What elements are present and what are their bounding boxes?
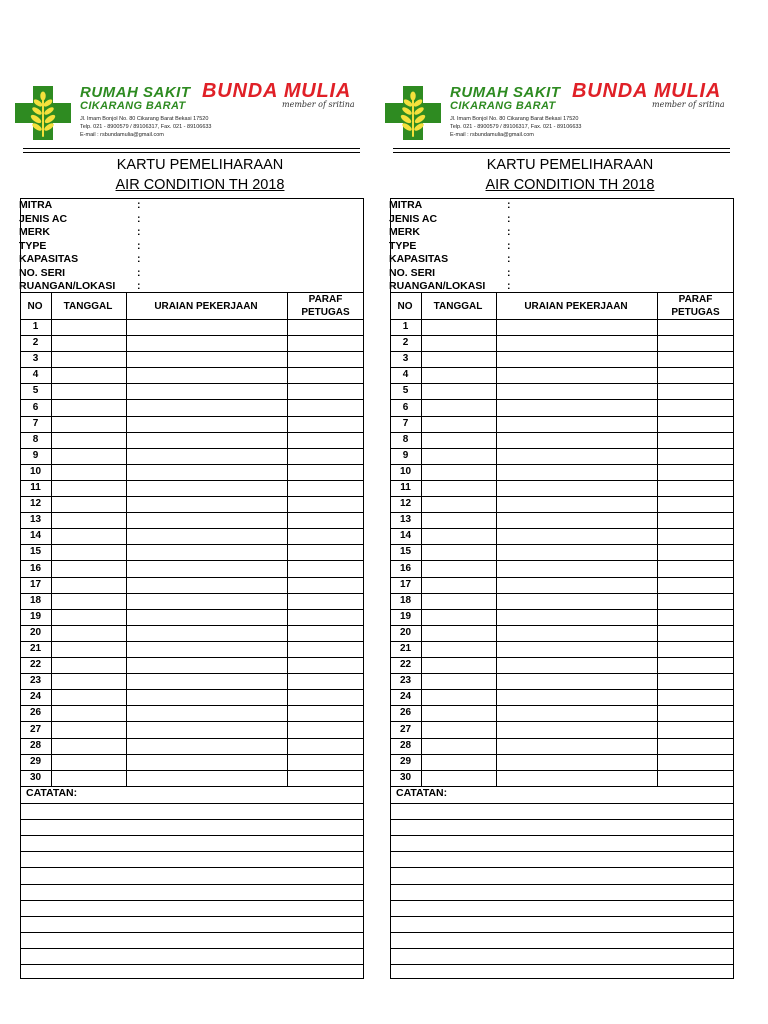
- table-row: [390, 352, 734, 368]
- table-row: [390, 497, 734, 513]
- table-row: [390, 578, 734, 594]
- note-line: [20, 819, 364, 820]
- row-number: 8: [32, 433, 39, 445]
- info-field-separator: :: [507, 212, 511, 225]
- row-number: 17: [29, 578, 42, 590]
- row-number: 2: [402, 337, 409, 349]
- table-row: [20, 642, 364, 658]
- hospital-address: Jl. Imam Bonjol No. 80 Cikarang Barat Bekasi 17520: [450, 116, 579, 122]
- row-number: 6: [402, 401, 409, 413]
- row-number: 28: [29, 739, 42, 751]
- note-line: [20, 835, 364, 836]
- note-line: [20, 900, 364, 901]
- info-field-label: TYPE: [19, 239, 47, 252]
- table-row: [20, 320, 364, 336]
- table-row: [390, 658, 734, 674]
- row-number: 13: [29, 514, 42, 526]
- row-number: 14: [29, 530, 42, 542]
- hospital-logo-icon: [15, 86, 71, 140]
- table-row: [390, 626, 734, 642]
- hospital-name-line1: RUMAH SAKIT: [450, 84, 561, 101]
- table-row: [20, 771, 364, 787]
- row-number: 15: [29, 546, 42, 558]
- table-header: [20, 292, 364, 320]
- column-header-paraf-line2: PETUGAS: [301, 307, 350, 318]
- row-number: 27: [29, 723, 42, 735]
- row-number: 1: [402, 321, 409, 332]
- table-row: [390, 690, 734, 706]
- info-field-label: NO. SERI: [389, 266, 436, 279]
- table-row: [20, 578, 364, 594]
- header-divider: [23, 148, 360, 149]
- row-number: 16: [29, 562, 42, 574]
- note-line: [20, 867, 364, 868]
- row-number: 6: [32, 401, 39, 413]
- row-number: 18: [399, 594, 412, 606]
- row-number: 16: [399, 562, 412, 574]
- row-number: 28: [399, 739, 412, 751]
- row-number: 24: [399, 691, 412, 703]
- row-number: 11: [400, 482, 411, 493]
- hospital-brand: BUNDA MULIA: [572, 80, 722, 102]
- row-number: 5: [402, 385, 409, 397]
- table-row: [20, 674, 364, 690]
- row-number: 12: [29, 498, 42, 510]
- table-row: [20, 594, 364, 610]
- table-row: [390, 594, 734, 610]
- column-divider: [51, 292, 52, 787]
- maintenance-card-left: [13, 0, 365, 1024]
- row-number: 10: [399, 465, 412, 477]
- row-number: 23: [29, 675, 42, 687]
- note-line: [20, 851, 364, 852]
- row-number: 30: [399, 771, 412, 783]
- note-line: [390, 835, 734, 836]
- table-row: [390, 417, 734, 433]
- table-row: [20, 755, 364, 771]
- table-row: [20, 401, 364, 417]
- row-number: 11: [30, 482, 41, 493]
- info-field-separator: :: [507, 226, 511, 238]
- row-number: 26: [29, 707, 42, 719]
- header-divider: [393, 148, 730, 149]
- note-line: [20, 932, 364, 933]
- hospital-name-line1: RUMAH SAKIT: [80, 84, 191, 101]
- column-header-paraf-line2: PETUGAS: [671, 307, 720, 318]
- table-row: [20, 449, 364, 465]
- row-number: 3: [32, 353, 39, 365]
- table-row: [20, 723, 364, 739]
- table-row: [390, 449, 734, 465]
- header-divider: [23, 152, 360, 153]
- table-row: [390, 465, 734, 481]
- info-field-label: MERK: [389, 226, 420, 238]
- table-row: [20, 384, 364, 400]
- table-row: [390, 771, 734, 787]
- info-field-label: KAPASITAS: [19, 253, 79, 265]
- table-row: [20, 433, 364, 449]
- table-row: [390, 706, 734, 722]
- info-field-label: RUANGAN/LOKASI: [389, 280, 486, 292]
- column-header-no: NO: [27, 300, 43, 312]
- info-field: [19, 266, 141, 279]
- note-line: [390, 964, 734, 965]
- table-row: [20, 739, 364, 755]
- info-field: [389, 212, 511, 225]
- info-field-separator: :: [507, 253, 511, 265]
- notes-label: CATATAN:: [26, 787, 78, 799]
- hospital-email: E-mail : rsbundamulia@gmail.com: [80, 132, 164, 138]
- note-line: [390, 916, 734, 917]
- row-number: 22: [29, 659, 42, 671]
- notes-label: CATATAN:: [396, 787, 448, 799]
- column-header-paraf: [287, 293, 364, 319]
- table-row: [390, 320, 734, 336]
- info-field: [389, 226, 511, 238]
- info-field: [19, 280, 141, 292]
- hospital-header: [13, 78, 365, 142]
- info-field-separator: :: [137, 226, 141, 238]
- row-number: 21: [399, 643, 412, 654]
- info-field: [389, 239, 511, 252]
- column-divider: [126, 292, 127, 787]
- info-field-separator: :: [137, 239, 141, 252]
- table-row: [390, 755, 734, 771]
- table-row: [20, 465, 364, 481]
- table-row: [390, 481, 734, 497]
- row-number: 4: [402, 369, 409, 381]
- column-header-paraf: [657, 293, 734, 319]
- hospital-brand: BUNDA MULIA: [202, 80, 352, 102]
- column-divider: [421, 292, 422, 787]
- column-header-paraf-line1: PARAF: [308, 294, 343, 305]
- table-row: [390, 336, 734, 352]
- row-number: 21: [29, 643, 42, 654]
- maintenance-card-right: [383, 0, 735, 1024]
- note-line: [390, 932, 734, 933]
- info-field-separator: :: [507, 239, 511, 252]
- row-number: 2: [32, 337, 39, 349]
- info-field-label: JENIS AC: [389, 212, 438, 225]
- table-row: [390, 368, 734, 384]
- table-row: [20, 610, 364, 626]
- hospital-name-line2: CIKARANG BARAT: [450, 100, 556, 112]
- info-field-separator: :: [507, 199, 511, 211]
- row-number: 9: [32, 449, 39, 461]
- info-field: [19, 253, 141, 265]
- note-line: [20, 964, 364, 965]
- hospital-header: [383, 78, 735, 142]
- info-field: [389, 199, 511, 211]
- note-line: [390, 884, 734, 885]
- row-number: 1: [32, 321, 39, 332]
- column-header-no: NO: [397, 300, 413, 312]
- row-number: 20: [399, 626, 412, 638]
- hospital-address: Jl. Imam Bonjol No. 80 Cikarang Barat Bekasi 17520: [80, 116, 209, 122]
- table-row: [20, 352, 364, 368]
- hospital-phone: Telp. 021 - 8900579 / 89106317, Fax. 021 - 89106633: [80, 124, 212, 130]
- info-field-separator: :: [137, 199, 141, 211]
- info-field-separator: :: [137, 212, 141, 225]
- column-header-uraian: URAIAN PEKERJAAN: [154, 300, 258, 312]
- table-row: [390, 562, 734, 578]
- table-row: [390, 674, 734, 690]
- info-field: [389, 280, 511, 292]
- info-field-separator: :: [137, 280, 141, 292]
- info-field-label: TYPE: [389, 239, 417, 252]
- table-row: [390, 723, 734, 739]
- card-subtitle: AIR CONDITION TH 2018: [115, 177, 285, 193]
- note-line: [390, 819, 734, 820]
- row-number: 24: [29, 691, 42, 703]
- table-row: [20, 706, 364, 722]
- info-field-label: JENIS AC: [19, 212, 68, 225]
- note-line: [390, 948, 734, 949]
- table-row: [20, 368, 364, 384]
- column-header-tanggal: TANGGAL: [433, 300, 483, 312]
- table-row: [20, 562, 364, 578]
- table-row: [390, 545, 734, 561]
- hospital-member-tagline: member of sritina: [652, 100, 725, 109]
- table-row: [20, 658, 364, 674]
- table-row: [390, 529, 734, 545]
- row-number: 14: [399, 530, 412, 542]
- info-field-label: KAPASITAS: [389, 253, 449, 265]
- header-divider: [393, 152, 730, 153]
- card-title: KARTU PEMELIHARAAN: [486, 157, 654, 173]
- note-line: [20, 916, 364, 917]
- row-number: 7: [402, 417, 409, 429]
- table-row: [20, 417, 364, 433]
- info-field: [19, 212, 141, 225]
- column-header-uraian: URAIAN PEKERJAAN: [524, 300, 628, 312]
- hospital-phone: Telp. 021 - 8900579 / 89106317, Fax. 021 - 89106633: [450, 124, 582, 130]
- row-number: 3: [402, 353, 409, 365]
- table-row: [20, 545, 364, 561]
- hospital-logo-icon: [385, 86, 441, 140]
- hospital-name-line2: CIKARANG BARAT: [80, 100, 186, 112]
- info-field-label: RUANGAN/LOKASI: [19, 280, 116, 292]
- row-number: 5: [32, 385, 39, 397]
- row-number: 29: [399, 755, 412, 767]
- table-row: [20, 529, 364, 545]
- row-number: 27: [399, 723, 412, 735]
- table-row: [390, 401, 734, 417]
- info-field-separator: :: [507, 266, 511, 279]
- note-line: [20, 948, 364, 949]
- note-line: [390, 900, 734, 901]
- note-line: [390, 851, 734, 852]
- column-header-tanggal: TANGGAL: [63, 300, 113, 312]
- info-field-label: NO. SERI: [19, 266, 66, 279]
- row-number: 26: [399, 707, 412, 719]
- table-row: [20, 336, 364, 352]
- info-field-label: MERK: [19, 226, 50, 238]
- row-number: 30: [29, 771, 42, 783]
- card-title: KARTU PEMELIHARAAN: [116, 157, 284, 173]
- row-number: 9: [402, 449, 409, 461]
- table-row: [20, 513, 364, 529]
- info-field: [389, 266, 511, 279]
- info-field-label: MITRA: [389, 199, 423, 211]
- note-line: [390, 803, 734, 804]
- table-row: [390, 433, 734, 449]
- column-divider: [496, 292, 497, 787]
- table-row: [390, 610, 734, 626]
- note-line: [390, 867, 734, 868]
- table-row: [390, 384, 734, 400]
- info-field-label: MITRA: [19, 199, 53, 211]
- info-field-separator: :: [507, 280, 511, 292]
- card-subtitle: AIR CONDITION TH 2018: [485, 177, 655, 193]
- row-number: 4: [32, 369, 39, 381]
- table-row: [20, 626, 364, 642]
- row-number: 7: [32, 417, 39, 429]
- table-row: [390, 513, 734, 529]
- hospital-member-tagline: member of sritina: [282, 100, 355, 109]
- table-row: [20, 481, 364, 497]
- table-row: [390, 739, 734, 755]
- row-number: 23: [399, 675, 412, 687]
- row-number: 13: [399, 514, 412, 526]
- note-line: [20, 803, 364, 804]
- row-number: 20: [29, 626, 42, 638]
- info-field-separator: :: [137, 266, 141, 279]
- row-number: 22: [399, 659, 412, 671]
- row-number: 10: [29, 465, 42, 477]
- row-number: 19: [399, 610, 412, 622]
- table-header: [390, 292, 734, 320]
- row-number: 8: [402, 433, 409, 445]
- info-field: [19, 239, 141, 252]
- table-row: [20, 497, 364, 513]
- row-number: 12: [399, 498, 412, 510]
- row-number: 17: [399, 578, 412, 590]
- info-field: [389, 253, 511, 265]
- table-row: [20, 690, 364, 706]
- row-number: 19: [29, 610, 42, 622]
- note-line: [20, 884, 364, 885]
- table-row: [390, 642, 734, 658]
- info-field: [19, 199, 141, 211]
- column-divider: [287, 292, 288, 787]
- row-number: 18: [29, 594, 42, 606]
- row-number: 29: [29, 755, 42, 767]
- info-field: [19, 226, 141, 238]
- column-divider: [657, 292, 658, 787]
- hospital-email: E-mail : rsbundamulia@gmail.com: [450, 132, 534, 138]
- info-field-separator: :: [137, 253, 141, 265]
- column-header-paraf-line1: PARAF: [678, 294, 713, 305]
- row-number: 15: [399, 546, 412, 558]
